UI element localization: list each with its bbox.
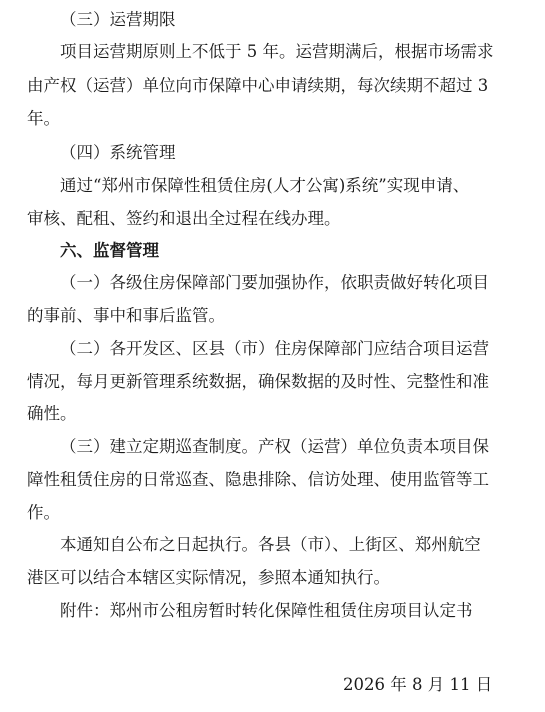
- section-6-item-2-line: 情况，每月更新管理系统数据，确保数据的及时性、完整性和准: [27, 372, 489, 391]
- section-6-item-3-line: （三）建立定期巡查制度。产权（运营）单位负责本项目保: [60, 437, 489, 456]
- section-6-item-1-line: 的事前、事中和事后监管。: [27, 306, 225, 325]
- section-4-heading: （四）系统管理: [60, 143, 176, 162]
- section-3-paragraph-line: 项目运营期原则上不低于 5 年。运营期满后，根据市场需求: [60, 42, 494, 61]
- section-6-heading: 六、监督管理: [60, 241, 159, 260]
- notice-paragraph-line: 本通知自公布之日起执行。各县（市）、上街区、郑州航空: [60, 535, 481, 554]
- section-6-item-2-line: （二）各开发区、区县（市）住房保障部门应结合项目运营: [60, 339, 489, 358]
- section-6-item-3-line: 作。: [27, 503, 60, 522]
- section-4-paragraph-line: 通过“郑州市保障性租赁住房(人才公寓)系统”实现申请、: [60, 176, 470, 195]
- section-6-item-2-line: 确性。: [27, 404, 77, 423]
- section-6-item-1-line: （一）各级住房保障部门要加强协作，依职责做好转化项目: [60, 273, 489, 292]
- section-6-item-3-line: 障性租赁住房的日常巡查、隐患排除、信访处理、使用监管等工: [27, 470, 489, 489]
- section-3-heading: （三）运营期限: [60, 10, 176, 29]
- attachment-line: 附件：郑州市公租房暂时转化保障性租赁住房项目认定书: [60, 601, 473, 620]
- section-4-paragraph-line: 审核、配租、签约和退出全过程在线办理。: [27, 209, 341, 228]
- notice-paragraph-line: 港区可以结合本辖区实际情况，参照本通知执行。: [27, 568, 390, 587]
- signature-date: 2026 年 8 月 11 日: [343, 675, 493, 694]
- section-3-paragraph-line: 年。: [27, 109, 60, 128]
- section-3-paragraph-line: 由产权（运营）单位向市保障中心申请续期，每次续期不超过 3: [27, 76, 489, 95]
